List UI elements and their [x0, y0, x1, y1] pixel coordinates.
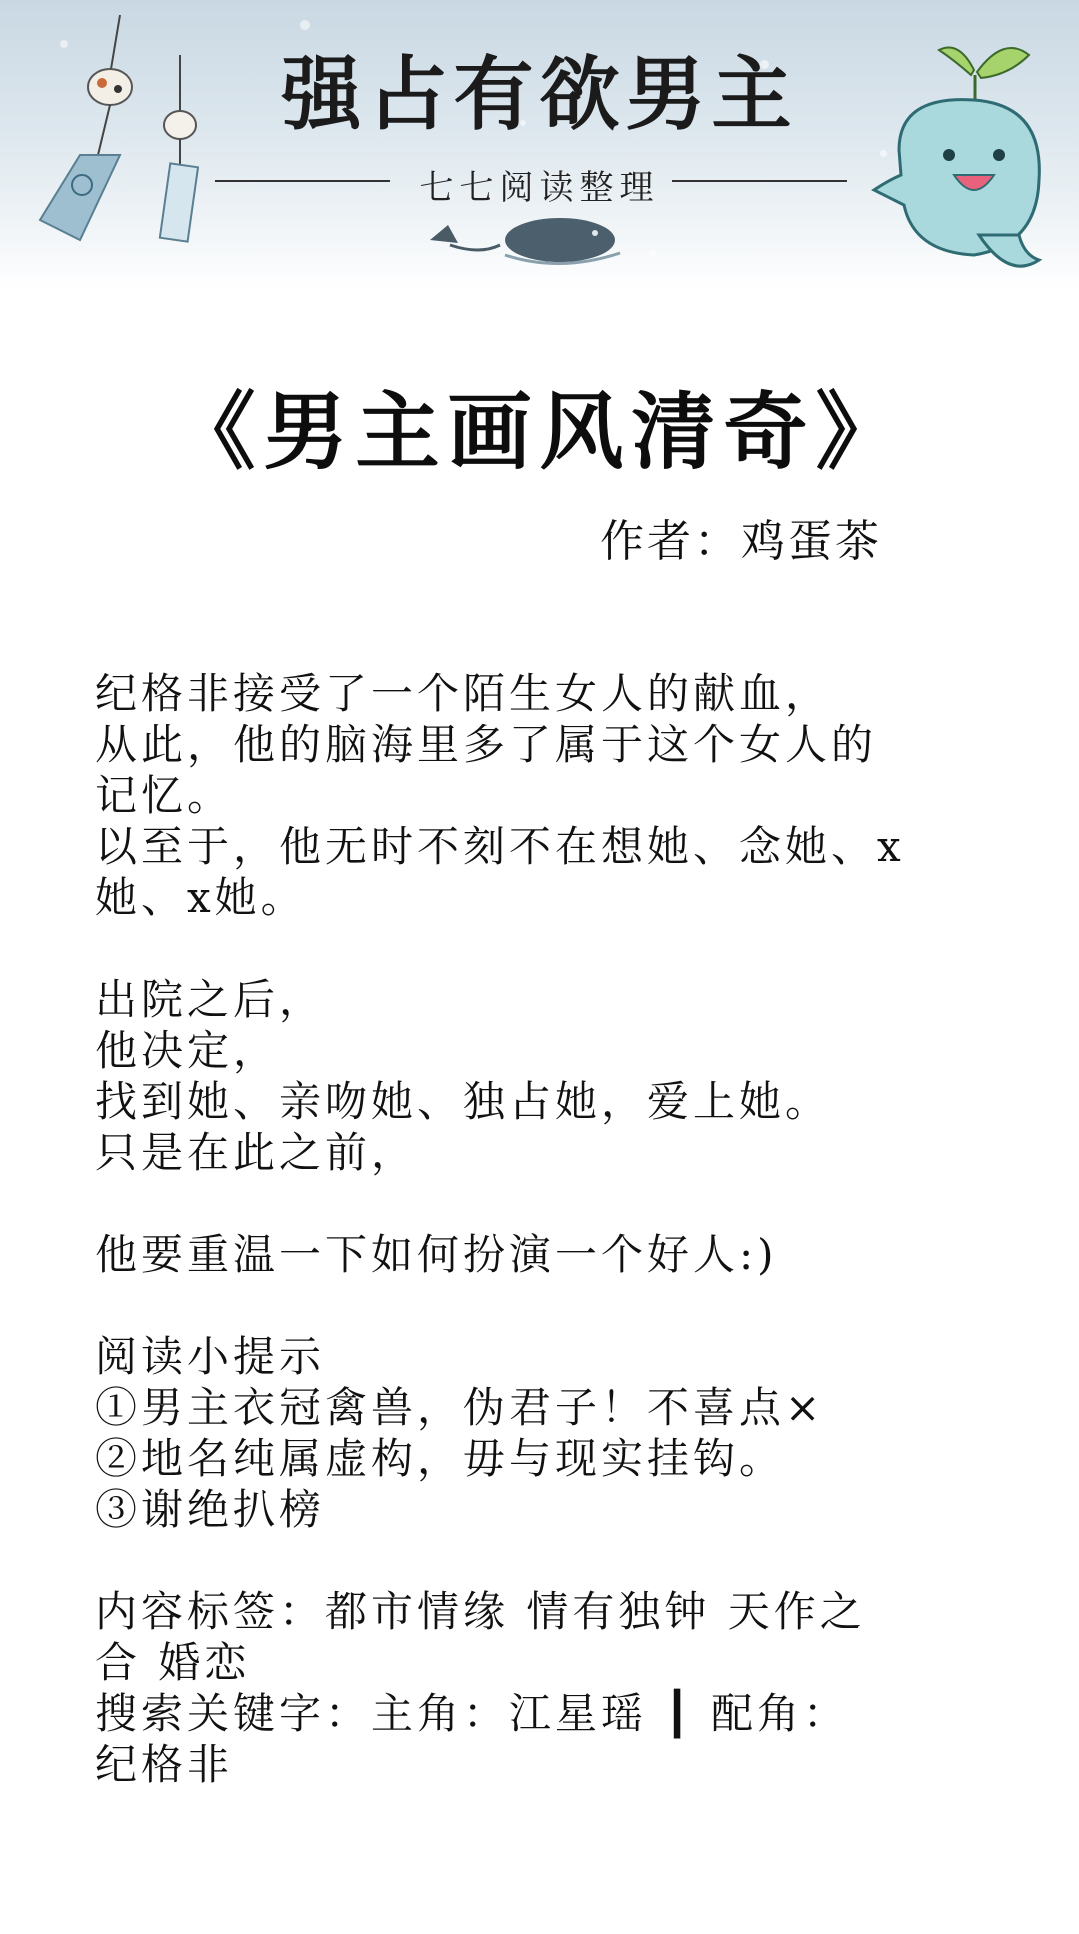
book-title: 《男主画风清奇》	[171, 382, 908, 481]
content-tags-cont: 合 婚恋	[95, 1638, 251, 1687]
whale-icon	[420, 195, 630, 275]
synopsis-line: 从此，他的脑海里多了属于这个女人的	[95, 720, 878, 769]
tip-item: ③谢绝扒榜	[95, 1485, 326, 1534]
synopsis-line: 出院之后，	[95, 975, 326, 1024]
content-tags: 内容标签：都市情缘 情有独钟 天作之	[95, 1587, 866, 1636]
search-keywords-cont: 纪格非	[95, 1740, 234, 1789]
synopsis-line: 只是在此之前，	[95, 1128, 418, 1177]
synopsis-line: 以至于，他无时不刻不在想她、念她、x	[95, 822, 905, 871]
paragraph-gap	[95, 1535, 1015, 1586]
synopsis-line: 记忆。	[95, 771, 234, 820]
subtitle-rule-right	[672, 180, 847, 182]
search-keywords: 搜索关键字：主角：江星瑶 ┃ 配角：	[95, 1689, 849, 1738]
synopsis-body	[95, 668, 1015, 1790]
tip-item: ②地名纯属虚构，毋与现实挂钩。	[95, 1434, 786, 1483]
header-banner	[0, 0, 1079, 290]
synopsis-line: 他要重温一下如何扮演一个好人:)	[95, 1230, 778, 1279]
synopsis-line: 她、x她。	[95, 873, 307, 922]
paragraph-gap	[95, 1280, 1015, 1331]
sprout-mascot-icon	[859, 30, 1059, 280]
author-line: 作者：鸡蛋茶	[600, 516, 882, 567]
tips-heading: 阅读小提示	[95, 1332, 326, 1381]
synopsis-line: 纪格非接受了一个陌生女人的献血，	[95, 669, 832, 718]
tip-item: ①男主衣冠禽兽，伪君子！不喜点×	[95, 1383, 825, 1432]
banner-subtitle: 七七阅读整理	[419, 168, 660, 208]
paragraph-gap	[95, 1178, 1015, 1229]
paragraph-gap	[95, 923, 1015, 974]
banner-title: 强占有欲男主	[281, 48, 798, 141]
synopsis-line: 他决定，	[95, 1026, 280, 1075]
synopsis-line: 找到她、亲吻她、独占她，爱上她。	[95, 1077, 832, 1126]
